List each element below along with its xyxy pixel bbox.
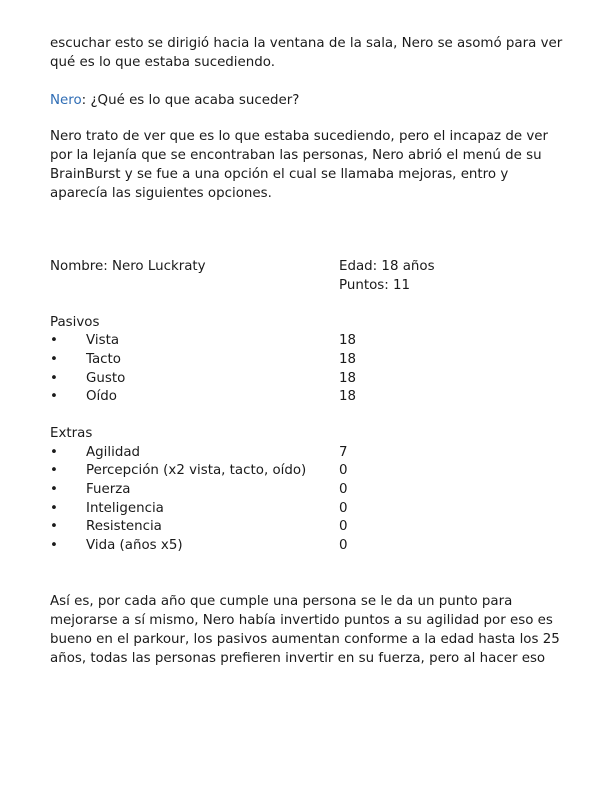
stat-value: 18 [339, 352, 357, 367]
bullet: • [50, 538, 58, 553]
paragraph-explanation: Así es, por cada año que cumple una persona se le da un punto para mejorarse a sí mismo, Nero había invertido puntos a su agilidad por eso es bueno en el parkour, los pasivos aumentan conforme a la edad hasta los 25 años, todas las personas prefieren invertir en su fuerza, pero al hacer eso [50, 594, 560, 666]
stat-label: Agilidad [86, 445, 141, 460]
bullet: • [50, 389, 58, 404]
stat-label: Fuerza [86, 482, 131, 497]
paragraph-intro: escuchar esto se dirigió hacia la ventana de la sala, Nero se asomó para ver qué es lo que estaba sucediendo. [50, 36, 563, 70]
pasivos-heading-row [50, 313, 570, 332]
list-item [50, 536, 570, 555]
list-item [50, 369, 570, 388]
stat-value: 0 [339, 482, 348, 497]
stat-value: 0 [339, 463, 348, 478]
paragraph-menu: Nero trato de ver que es lo que estaba sucediendo, pero el incapaz de ver por la lejanía que se encontraban las personas, Nero abrió el menú de su BrainBurst y se fue a una opción el cual se llamaba mejoras, entro y aparecía las siguientes opciones. [50, 129, 548, 201]
bullet: • [50, 445, 58, 460]
stat-label: Resistencia [86, 519, 162, 534]
bullet: • [50, 519, 58, 534]
stat-label: Vida (años x5) [86, 538, 183, 553]
dialogue-text: : ¿Qué es lo que acaba suceder? [81, 93, 300, 108]
pasivos-heading: Pasivos [50, 315, 100, 330]
bullet: • [50, 463, 58, 478]
dialogue-line [50, 91, 570, 110]
list-item [50, 480, 570, 499]
stat-label: Vista [86, 333, 120, 348]
stat-value: 18 [339, 333, 357, 348]
stats-header-row [50, 257, 570, 276]
stat-value: 18 [339, 389, 357, 404]
list-item [50, 461, 570, 480]
extras-heading: Extras [50, 426, 93, 441]
bullet: • [50, 482, 58, 497]
stats-points-row [50, 276, 570, 295]
stat-puntos: Puntos: 11 [339, 278, 411, 293]
stat-label: Percepción (x2 vista, tacto, oído) [86, 463, 307, 478]
list-item [50, 350, 570, 369]
list-item [50, 443, 570, 462]
list-item [50, 499, 570, 518]
list-item [50, 387, 570, 406]
list-item [50, 331, 570, 350]
stat-label: Inteligencia [86, 501, 164, 516]
stat-value: 0 [339, 538, 348, 553]
stat-value: 7 [339, 445, 348, 460]
bullet: • [50, 352, 58, 367]
stat-label: Tacto [86, 352, 121, 367]
dialogue-speaker: Nero [50, 93, 82, 108]
list-item [50, 517, 570, 536]
stat-value: 0 [339, 519, 348, 534]
stat-label: Oído [86, 389, 117, 404]
stat-value: 18 [339, 371, 357, 386]
extras-heading-row [50, 424, 570, 443]
bullet: • [50, 333, 58, 348]
stat-edad: Edad: 18 años [339, 259, 435, 274]
bullet: • [50, 501, 58, 516]
stat-value: 0 [339, 501, 348, 516]
stat-label: Gusto [86, 371, 126, 386]
bullet: • [50, 371, 58, 386]
stat-nombre: Nombre: Nero Luckraty [50, 259, 206, 274]
